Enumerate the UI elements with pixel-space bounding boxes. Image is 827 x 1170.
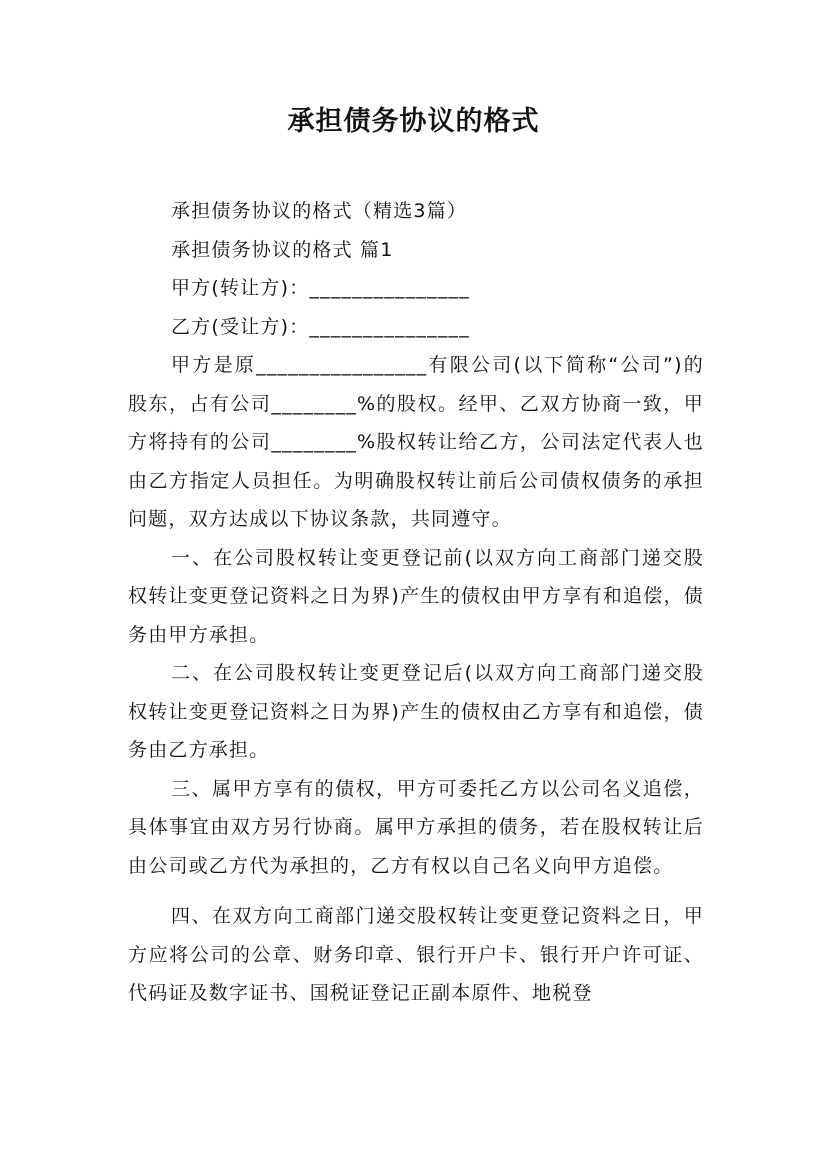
paragraph-section-heading: 承担债务协议的格式 篇1 [171, 238, 394, 261]
paragraph-clause-3: 三、属甲方享有的债权，甲方可委托乙方以公司名义追偿，具体事宜由双方另行协商。属甲方承担的债务，若在股权转让后由公司或乙方代为承担的，乙方有权以自己名义向甲方追偿。 [128, 777, 704, 877]
paragraph-clause-1: 一、在公司股权转让变更登记前(以双方向工商部门递交股权转让变更登记资料之日为界)产生的债权由甲方享有和追偿，债务由甲方承担。 [128, 546, 704, 646]
paragraph-preamble: 甲方是原________________有限公司(以下简称“公司”)的股东，占有公司________%的股权。经甲、乙双方协商一致，甲方将持有的公司________%股权转让给乙方，公司法定代表人也由乙方指定人员担任。为明确股权转让前后公司债权债务的承担问题，双方达成以下协议条款，共同遵守。 [128, 354, 704, 530]
document-body [128, 192, 704, 1013]
paragraph-party-a: 甲方(转让方)：_______________ [171, 277, 470, 299]
document-title: 承担债务协议的格式 [287, 106, 540, 137]
paragraph-clause-2: 二、在公司股权转让变更登记后(以双方向工商部门递交股权转让变更登记资料之日为界)产生的债权由乙方享有和追偿，债务由乙方承担。 [128, 662, 704, 761]
paragraph-subtitle: 承担债务协议的格式（精选3篇） [171, 200, 468, 222]
paragraph-clause-4: 四、在双方向工商部门递交股权转让变更登记资料之日，甲方应将公司的公章、财务印章、银行开户卡、银行开户许可证、代码证及数字证书、国税证登记正副本原件、地税登 [128, 905, 704, 1004]
paragraph-party-b: 乙方(受让方)：_______________ [171, 315, 470, 338]
